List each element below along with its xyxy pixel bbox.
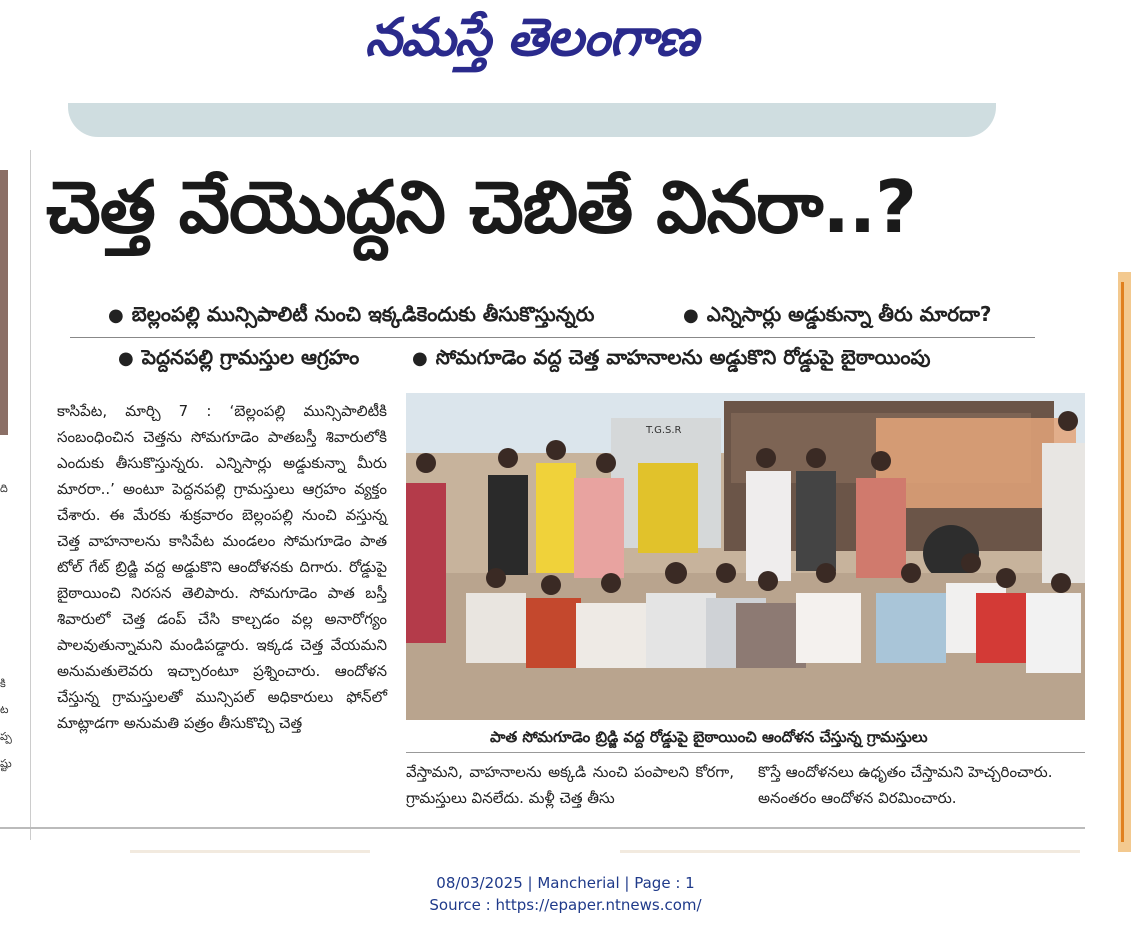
faded-strip xyxy=(130,850,370,853)
subheading: ● ఎన్నిసార్లు అడ్డుకున్నా తీరు మారదా? xyxy=(683,302,992,326)
article-photo xyxy=(406,393,1085,720)
subheading: ● బెల్లంపల్లి మున్సిపాలిటీ నుంచి ఇక్కడికెందుకు తీసుకొస్తున్నరు xyxy=(108,302,595,326)
bullet-icon: ● xyxy=(108,305,124,326)
photo-caption: పాత సోమగూడెం బ్రిడ్జి వద్ద రోడ్డుపై బైఠాయించి ఆందోళన చేస్తున్న గ్రామస్తులు xyxy=(490,728,928,746)
faded-strip xyxy=(620,850,1080,853)
adjacent-text-fragment: ది xyxy=(0,482,8,495)
subheading: ● సోమగూడెం వద్ద చెత్త వాహనాలను అడ్డుకొని రోడ్డుపై బైఠాయింపు xyxy=(412,345,931,369)
adjacent-article-right xyxy=(1118,272,1131,852)
headline-divider xyxy=(70,337,1035,338)
caption-divider xyxy=(406,752,1085,753)
article-headline: చెత్త వేయొద్దని చెబితే వినరా..? xyxy=(46,165,916,249)
adjacent-text-fragment: కి xyxy=(0,677,6,690)
masthead xyxy=(0,0,1131,100)
article-body-column-1: కాసిపేట, మార్చి 7 : ‘బెల్లంపల్లి మున్సిపాలిటీకి సంబంధించిన చెత్తను సోమగూడెం పాతబస్తీ శివారులోకి ఎందుకు తీసుకొస్తున్నరు. ఎన్నిసార్లు అడ్డుకున్నా మీరు మారరా..’ అంటూ పెద్దనపల్లి గ్రామస్తులు ఆగ్రహం వ్యక్తం చేశారు. ఈ మేరకు శుక్రవారం బెల్లంపల్లి నుంచి వస్తున్న చెత్త వాహనాలను కాసిపేట మండలం సోమగూడెం పాత టోల్ గేట్ బ్రిడ్జి వద్ద అడ్డుకొని ఆందోళనకు దిగారు. రోడ్డుపై బైఠాయించి నిరసన తెలిపారు. సోమగూడెం పాత బస్తీ శివారులో చెత్త డంప్ చేసి కాల్చడం వల్ల అనారోగ్యం పాలవుతున్నామని మండిపడ్డారు. ఇక్కడ చెత్త వేయమని అనుమతులెవరు ఇచ్చారంటూ ప్రశ్నించారు. ఆందోళన చేస్తున్న గ్రామస్తులతో మున్సిపల్ అధికారులు ఫోన్‌లో మాట్లాడగా అనుమతి పత్రం తీసుకొచ్చి చెత్త xyxy=(57,402,387,732)
edition-info: 08/03/2025 | Mancherial | Page : 1 xyxy=(436,874,695,892)
adjacent-article-left xyxy=(0,150,31,840)
article-bottom-rule xyxy=(0,827,1085,829)
page-footer xyxy=(0,872,1131,916)
bullet-icon: ● xyxy=(118,348,134,369)
bullet-icon: ● xyxy=(683,305,699,326)
bullet-icon: ● xyxy=(412,348,428,369)
header-band xyxy=(68,103,996,137)
adjacent-text-fragment: ప్ప xyxy=(0,730,12,743)
adjacent-photo-strip xyxy=(0,170,8,435)
article-body-column-2: వేస్తామని, వాహనాలను అక్కడి నుంచి పంపాలని కోరగా, గ్రామస్తులు వినలేదు. మళ్లీ చెత్త తీసు xyxy=(406,763,734,807)
article-body-column-3: కొస్తే ఆందోళనలు ఉధృతం చేస్తామని హెచ్చరించారు. అనంతరం ఆందోళన విరమించారు. xyxy=(758,763,1053,807)
newspaper-logo: నమస్తే తెలంగాణ xyxy=(365,8,698,68)
subheading: ● పెద్దనపల్లి గ్రామస్తుల ఆగ్రహం xyxy=(118,345,360,369)
adjacent-text-fragment: ష్టు xyxy=(0,757,12,770)
source-link[interactable]: Source : https://epaper.ntnews.com/ xyxy=(429,896,702,914)
svg-text:T.G.S.R: T.G.S.R xyxy=(646,425,682,436)
adjacent-text-fragment: ట xyxy=(0,703,9,716)
